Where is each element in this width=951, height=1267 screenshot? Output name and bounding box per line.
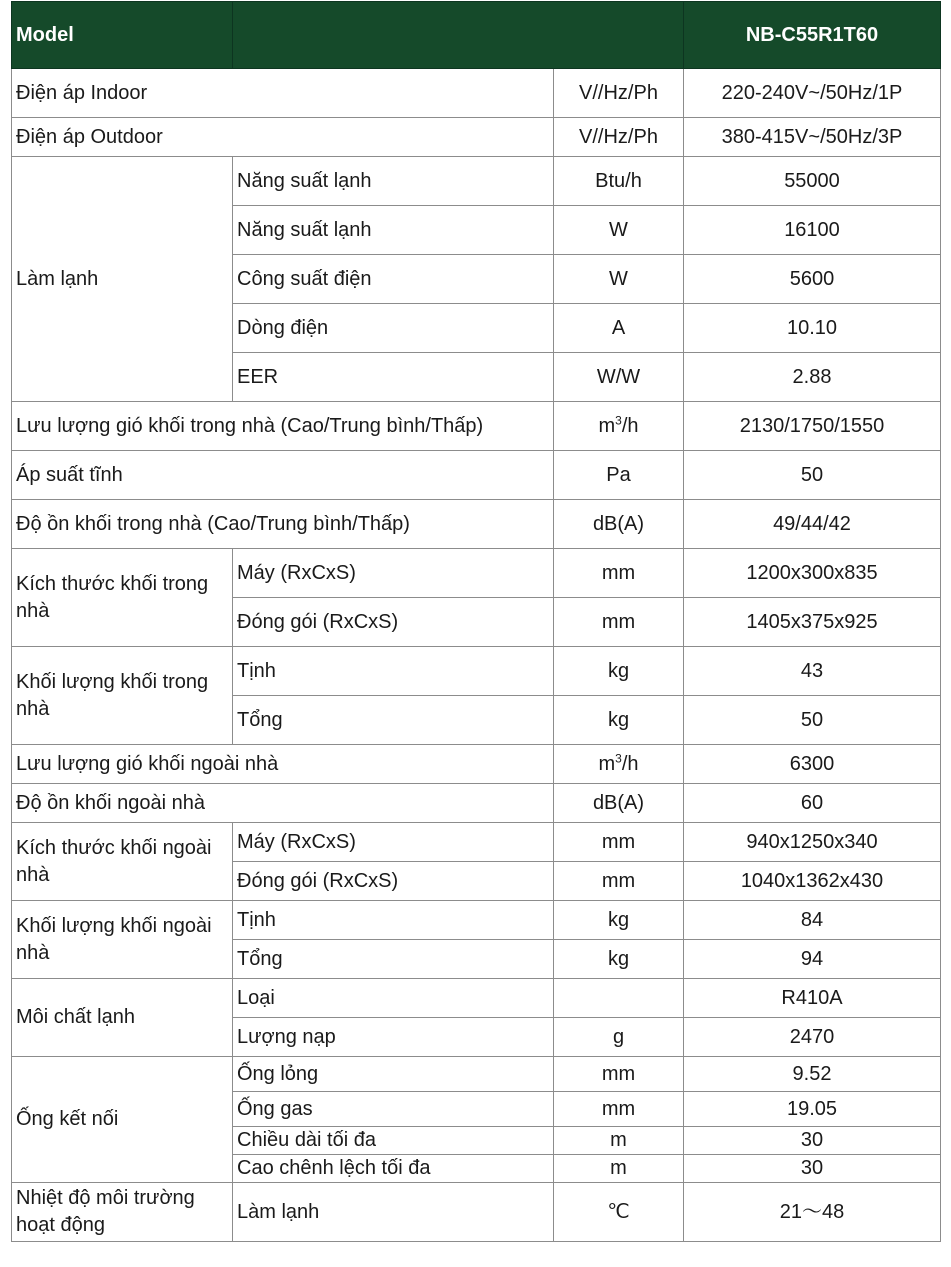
- row-value: 21～48: [684, 1183, 941, 1242]
- sub-label: Loại: [233, 979, 554, 1018]
- row-unit: V//Hz/Ph: [554, 69, 684, 118]
- table-row: [12, 157, 941, 206]
- row-value: 49/44/42: [684, 500, 941, 549]
- row-value: 2470: [684, 1018, 941, 1057]
- row-label: Độ ồn khối ngoài nhà: [12, 784, 554, 823]
- row-unit: W: [554, 206, 684, 255]
- table-row: [12, 901, 941, 940]
- row-unit: A: [554, 304, 684, 353]
- row-unit: mm: [554, 598, 684, 647]
- sub-label: Ống lỏng: [233, 1057, 554, 1092]
- sub-label: Dòng điện: [233, 304, 554, 353]
- row-value: 30: [684, 1127, 941, 1155]
- row-unit: mm: [554, 549, 684, 598]
- row-value: 940x1250x340: [684, 823, 941, 862]
- table-row: [12, 1057, 941, 1092]
- table-row: [12, 451, 941, 500]
- group-label: Kích thước khối ngoài nhà: [12, 823, 233, 901]
- row-value: 5600: [684, 255, 941, 304]
- row-unit: V//Hz/Ph: [554, 118, 684, 157]
- row-unit: $m^3/h$: [554, 402, 684, 451]
- row-unit: ℃: [554, 1183, 684, 1242]
- row-unit: kg: [554, 696, 684, 745]
- row-unit: kg: [554, 647, 684, 696]
- row-label: Áp suất tĩnh: [12, 451, 554, 500]
- table-row: [12, 69, 941, 118]
- header-row: [12, 2, 941, 69]
- row-unit: mm: [554, 823, 684, 862]
- sub-label: Đóng gói (RxCxS): [233, 598, 554, 647]
- row-label: Điện áp Indoor: [12, 69, 554, 118]
- row-value: 55000: [684, 157, 941, 206]
- model-label: Model: [12, 2, 233, 69]
- row-value: 10.10: [684, 304, 941, 353]
- row-unit: kg: [554, 901, 684, 940]
- table-row: [12, 823, 941, 862]
- group-label: Khối lượng khối trong nhà: [12, 647, 233, 745]
- table-row: [12, 979, 941, 1018]
- sub-label: Chiều dài tối đa: [233, 1127, 554, 1155]
- row-value: 9.52: [684, 1057, 941, 1092]
- row-unit: Btu/h: [554, 157, 684, 206]
- group-label: Khối lượng khối ngoài nhà: [12, 901, 233, 979]
- table-row: [12, 402, 941, 451]
- group-label: Môi chất lạnh: [12, 979, 233, 1057]
- sub-label: Năng suất lạnh: [233, 206, 554, 255]
- row-value: 50: [684, 696, 941, 745]
- row-unit: m: [554, 1127, 684, 1155]
- row-unit: dB(A): [554, 500, 684, 549]
- sub-label: Tịnh: [233, 647, 554, 696]
- row-unit: mm: [554, 1092, 684, 1127]
- sub-label: Lượng nạp: [233, 1018, 554, 1057]
- sub-label: Năng suất lạnh: [233, 157, 554, 206]
- row-unit: W: [554, 255, 684, 304]
- model-value: NB-C55R1T60: [684, 2, 941, 69]
- row-unit: m: [554, 1155, 684, 1183]
- row-value: 30: [684, 1155, 941, 1183]
- sub-label: Máy (RxCxS): [233, 823, 554, 862]
- row-unit: $m^3/h$: [554, 745, 684, 784]
- sub-label: Công suất điện: [233, 255, 554, 304]
- row-value: 2.88: [684, 353, 941, 402]
- sub-label: EER: [233, 353, 554, 402]
- row-value: 60: [684, 784, 941, 823]
- row-label: Độ ồn khối trong nhà (Cao/Trung bình/Thấp): [12, 500, 554, 549]
- row-value: 1040x1362x430: [684, 862, 941, 901]
- row-unit: kg: [554, 940, 684, 979]
- group-label: Ống kết nối: [12, 1057, 233, 1183]
- sub-label: Tổng: [233, 696, 554, 745]
- table-row: [12, 118, 941, 157]
- row-value: 1405x375x925: [684, 598, 941, 647]
- row-value: 50: [684, 451, 941, 500]
- table-row: [12, 647, 941, 696]
- row-value: 6300: [684, 745, 941, 784]
- sub-label: Tịnh: [233, 901, 554, 940]
- sub-label: Tổng: [233, 940, 554, 979]
- row-value: 43: [684, 647, 941, 696]
- sub-label: Đóng gói (RxCxS): [233, 862, 554, 901]
- table-row: [12, 1183, 941, 1242]
- row-value: 84: [684, 901, 941, 940]
- table-row: [12, 549, 941, 598]
- sub-label: Cao chênh lệch tối đa: [233, 1155, 554, 1183]
- row-unit: W/W: [554, 353, 684, 402]
- row-unit: mm: [554, 1057, 684, 1092]
- row-value: 380-415V~/50Hz/3P: [684, 118, 941, 157]
- spec-table: [11, 1, 941, 1242]
- sub-label: Máy (RxCxS): [233, 549, 554, 598]
- row-unit: Pa: [554, 451, 684, 500]
- row-value: 94: [684, 940, 941, 979]
- group-label: Nhiệt độ môi trường hoạt động: [12, 1183, 233, 1242]
- row-unit: mm: [554, 862, 684, 901]
- row-value: 220-240V~/50Hz/1P: [684, 69, 941, 118]
- group-label: Làm lạnh: [12, 157, 233, 402]
- row-unit: [554, 979, 684, 1018]
- header-spacer: [233, 2, 684, 69]
- row-value: 1200x300x835: [684, 549, 941, 598]
- row-label: Lưu lượng gió khối trong nhà (Cao/Trung bình/Thấp): [12, 402, 554, 451]
- row-label: Lưu lượng gió khối ngoài nhà: [12, 745, 554, 784]
- row-unit: g: [554, 1018, 684, 1057]
- row-label: Điện áp Outdoor: [12, 118, 554, 157]
- row-value: 16100: [684, 206, 941, 255]
- table-row: [12, 784, 941, 823]
- table-row: [12, 745, 941, 784]
- group-label: Kích thước khối trong nhà: [12, 549, 233, 647]
- row-unit: dB(A): [554, 784, 684, 823]
- sub-label: Ống gas: [233, 1092, 554, 1127]
- row-value: 2130/1750/1550: [684, 402, 941, 451]
- row-value: 19.05: [684, 1092, 941, 1127]
- sub-label: Làm lạnh: [233, 1183, 554, 1242]
- table-row: [12, 500, 941, 549]
- row-value: R410A: [684, 979, 941, 1018]
